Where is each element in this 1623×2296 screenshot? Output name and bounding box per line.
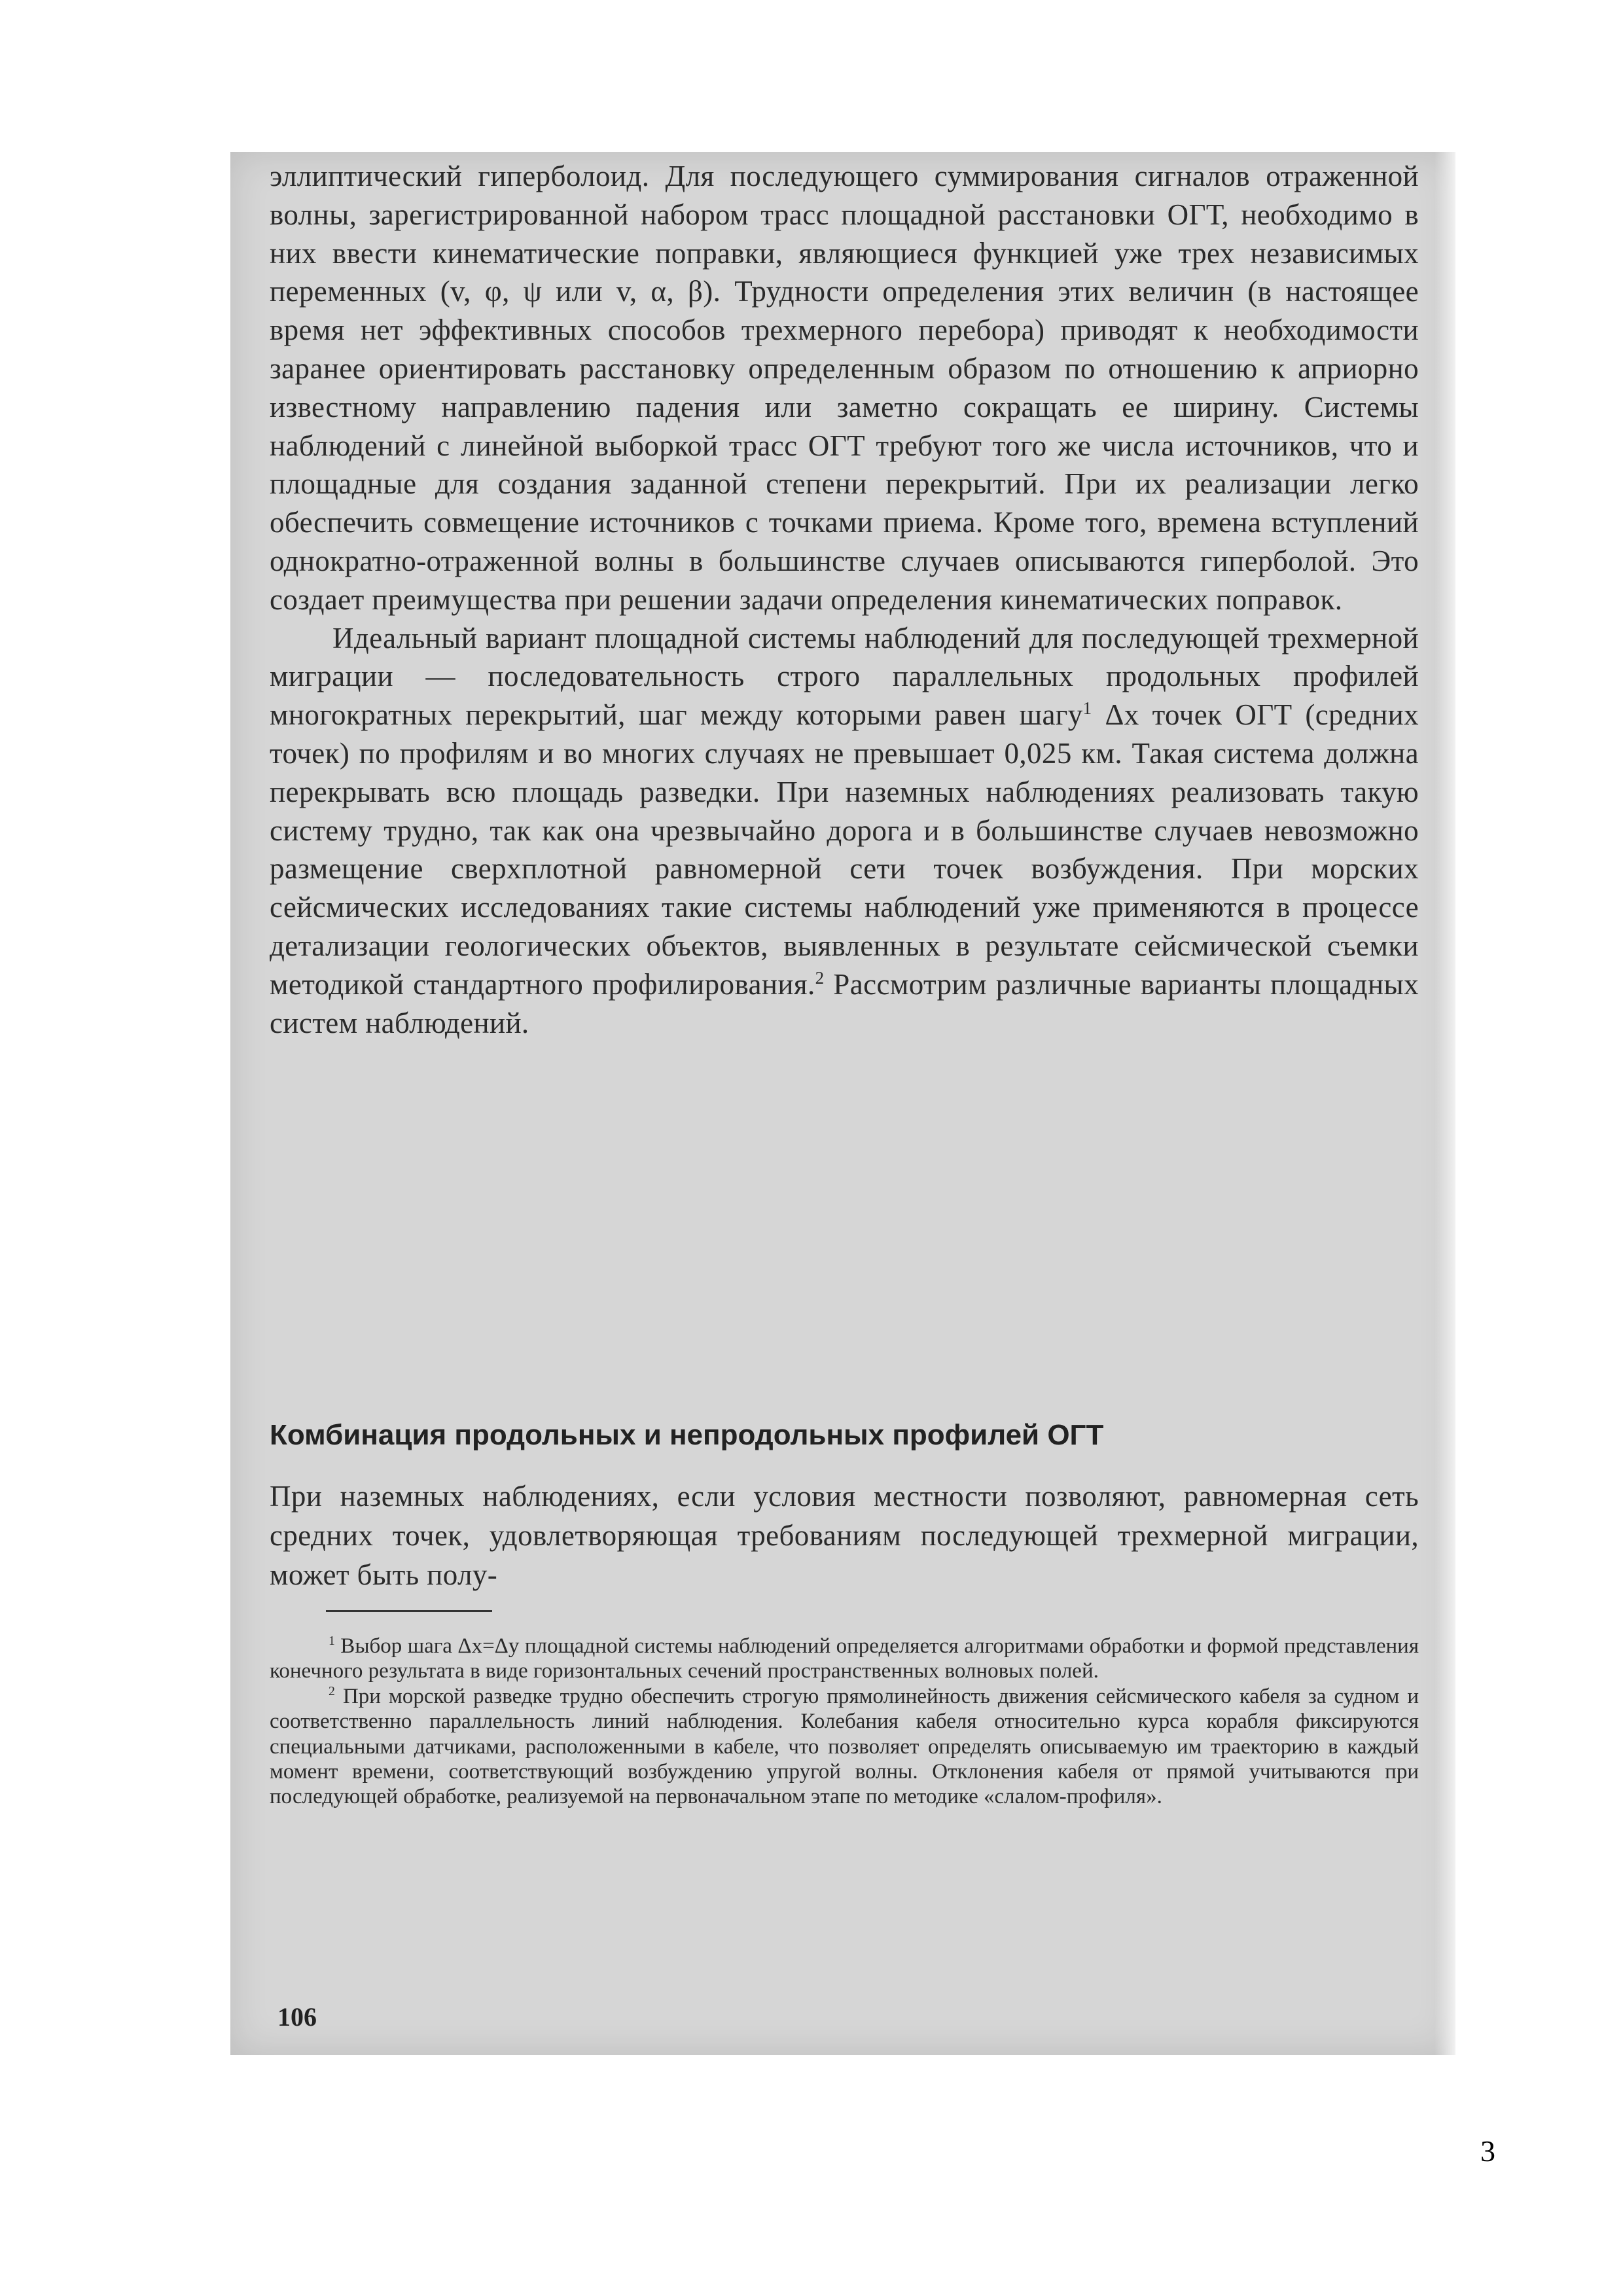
main-text — [270, 157, 1419, 1042]
footnote-1 — [270, 1634, 1419, 1684]
footnote-2-text: При морской разведке трудно обеспечить строгую прямолинейность движения сейсмического кабеля за судном и соответственно параллельность линий наблюдения. Колебания кабеля относительно курса корабля фиксируются специальными датчиками, расположенными в кабеле, что позволяет определять описываемую им траекторию в каждый момент времени, соответствующий возбуждению упругой волны. Отклонения кабеля от прямой учитываются при последующей обработке, реализуемой на первоначальном этапе по методике «слалом-профиля». — [270, 1684, 1419, 1809]
footnote-ref-2: 2 — [815, 967, 825, 988]
footnote-2 — [270, 1684, 1419, 1810]
footnote-1-text: Выбор шага Δx=Δy площадной системы наблюдений определяется алгоритмами обработки и формой представления конечного результата в виде горизонтальных сечений пространственных волновых полей. — [270, 1634, 1419, 1683]
section-heading: Комбинация продольных и непродольных профилей ОГТ — [270, 1419, 1104, 1451]
book-page-number: 106 — [277, 2002, 317, 2032]
paragraph-2 — [270, 619, 1419, 1043]
footnote-ref-1: 1 — [1082, 698, 1092, 719]
paragraph-2-part-b: Δx точек ОГТ (средних точек) по профилям и во многих случаях не превышает 0,025 км. Такая система должна перекрывать всю площадь разведки. При наземных наблюдениях реализовать такую систему трудно, так как она чрезвычайно дорога и в большинстве случаев невозможно размещение сверхплотной равномерной сети точек возбуждения. При морских сейсмических исследованиях такие системы наблюдений уже применяются в процессе детализации геологических объектов, выявленных в результате сейсмической съемки методикой стандартного профилирования. — [270, 698, 1419, 1001]
document-page-number: 3 — [1480, 2134, 1495, 2168]
footnote-2-mark: 2 — [329, 1683, 335, 1698]
paragraph-2-part-a: Идеальный вариант площадной системы наблюдений для последующей трехмерной миграции — последовательность строго параллельных продольных профилей многократных перекрытий, шаг между которыми равен шагу — [270, 621, 1419, 732]
scanned-book-page — [230, 152, 1455, 2055]
footnote-1-mark: 1 — [329, 1634, 335, 1648]
paragraph-3: При наземных наблюдениях, если условия местности позволяют, равномерная сеть средних точек, удовлетворяющая требованиям последующей трехмерной миграции, может быть полу- — [270, 1480, 1419, 1591]
footnote-divider — [326, 1610, 492, 1612]
footnotes — [270, 1634, 1419, 1810]
paragraph-2-part-c: Рассмотрим различные варианты площадных систем наблюдений. — [270, 967, 1419, 1039]
paragraph-1: эллиптический гиперболоид. Для последующего суммирования сигналов отраженной волны, зарегистрированной набором трасс площадной расстановки ОГТ, необходимо в них ввести кинематические поправки, являющиеся функцией уже трех независимых переменных (v, φ, ψ или v, α, β). Трудности определения этих величин (в настоящее время нет эффективных способов трехмерного перебора) приводят к необходимости заранее ориентировать расстановку определенным образом по отношению к априорно известному направлению падения или заметно сокращать ее ширину. Системы наблюдений с линейной выборкой трасс ОГТ требуют того же числа источников, что и площадные для создания заданной степени перекрытий. При их реализации легко обеспечить совмещение источников с точками приема. Кроме того, времена вступлений однократно-отраженной волны в большинстве случаев описываются гиперболой. Это создает преимущества при решении задачи определения кинематических поправок. — [270, 160, 1419, 616]
